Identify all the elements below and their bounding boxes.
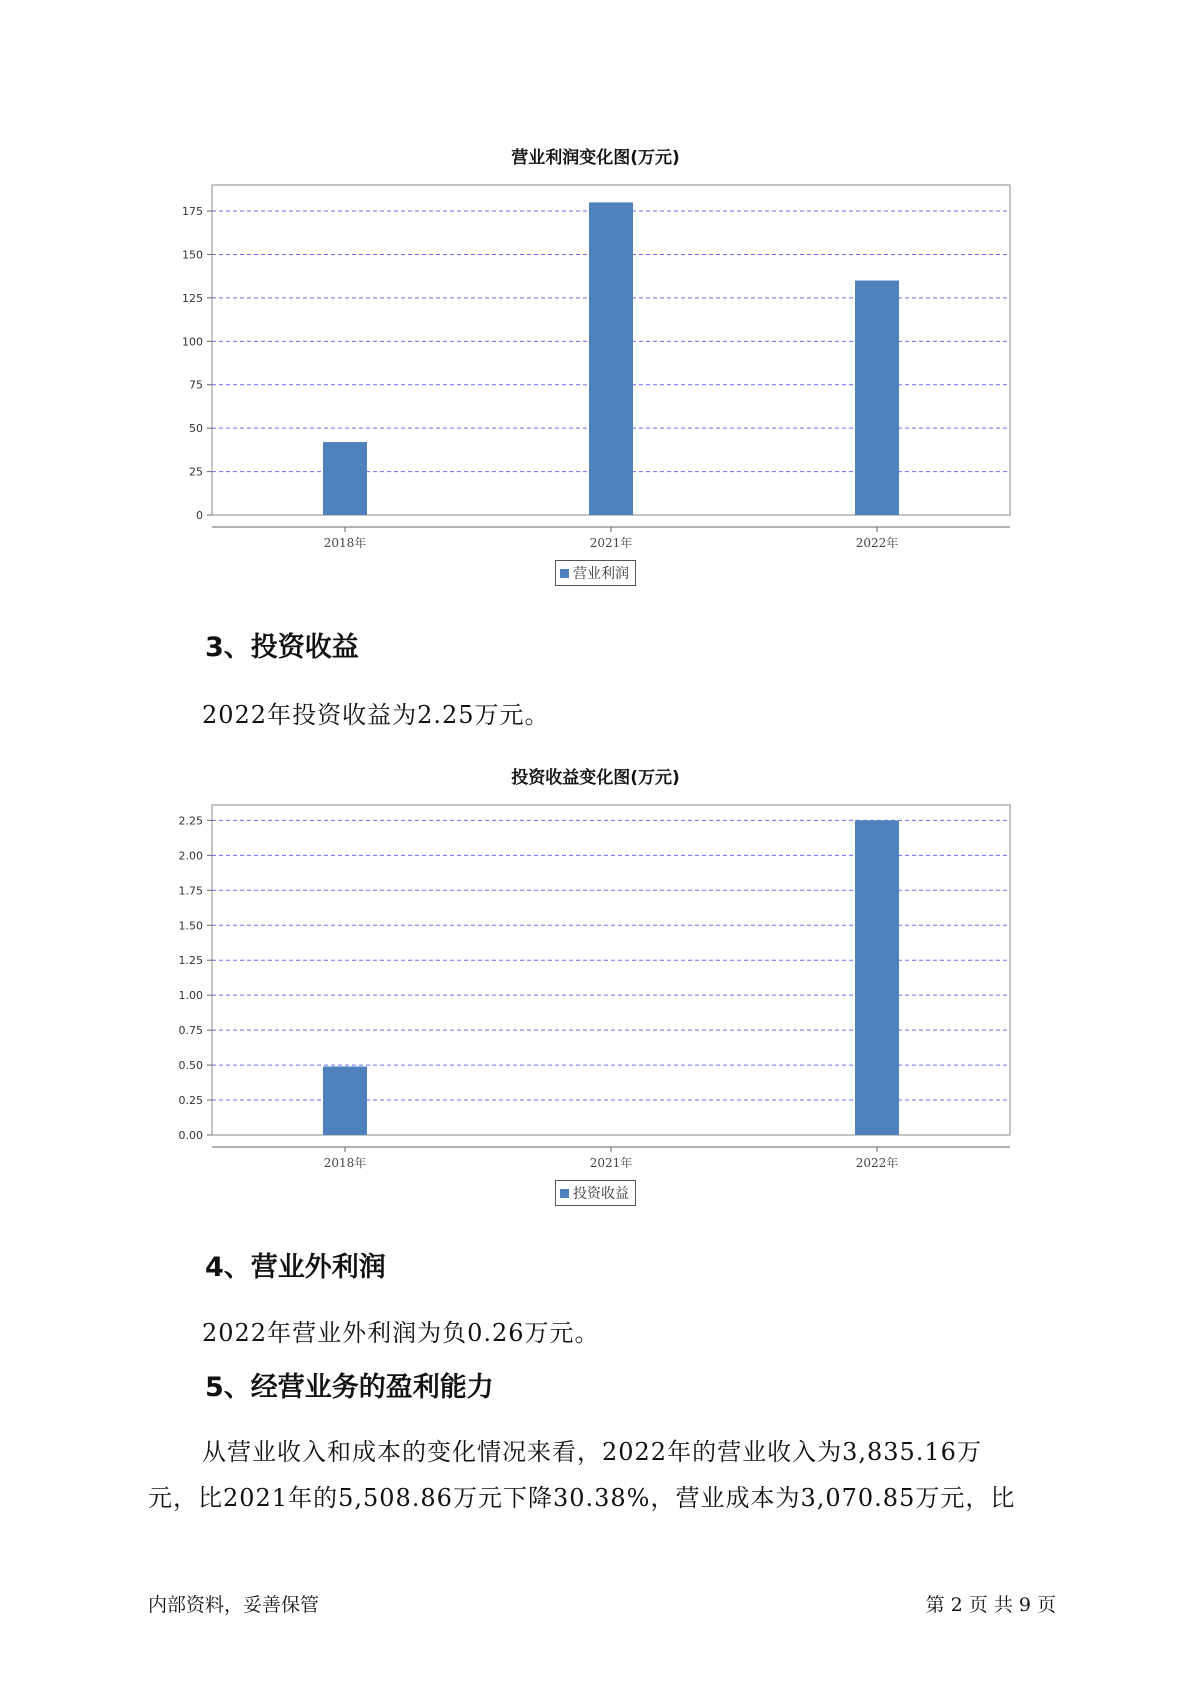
chart-operating-profit: [0, 165, 1191, 550]
x-tick-label: 2022年: [855, 1156, 899, 1170]
legend-label: 营业利润: [573, 566, 629, 582]
footer-page-number: 第 2 页 共 9 页: [925, 1594, 1056, 1616]
y-tick-label: 1.50: [178, 919, 203, 933]
legend-label: 投资收益: [573, 1186, 629, 1202]
y-tick-label: 2.00: [178, 849, 203, 863]
y-tick-label: 0.00: [178, 1129, 203, 1142]
y-tick-label: 1.00: [178, 989, 203, 1003]
y-tick-label: 75: [189, 378, 203, 392]
y-tick-label: 50: [189, 422, 203, 436]
bar: [589, 202, 633, 515]
y-tick-label: 0.25: [178, 1094, 203, 1108]
section-heading-nonoperating: 4、营业外利润: [205, 1252, 386, 1283]
y-tick-label: 125: [182, 291, 203, 305]
x-tick-label: 2018年: [323, 536, 367, 550]
bar: [323, 442, 367, 515]
legend-swatch: [560, 569, 569, 578]
section-heading-profitability: 5、经营业务的盈利能力: [205, 1372, 494, 1403]
y-tick-label: 175: [182, 205, 203, 219]
section-heading-investment: 3、投资收益: [205, 632, 359, 663]
bar: [855, 281, 899, 515]
bar: [323, 1066, 367, 1135]
x-tick-label: 2022年: [855, 536, 899, 550]
y-tick-label: 0.75: [178, 1024, 203, 1038]
profitability-line-2: 元，比2021年的5,508.86万元下降30.38%，营业成本为3,070.85万元，比: [148, 1484, 1016, 1512]
x-tick-label: 2021年: [589, 536, 633, 550]
x-tick-label: 2018年: [323, 1156, 367, 1170]
y-tick-label: 0: [196, 509, 203, 522]
nonoperating-text: 2022年营业外利润为负0.26万元。: [202, 1319, 600, 1347]
footer-confidential: 内部资料，妥善保管: [148, 1594, 320, 1616]
chart-investment-income: [0, 785, 1191, 1170]
bar: [855, 820, 899, 1135]
y-tick-label: 0.50: [178, 1059, 203, 1073]
chart-title-operating-profit: 营业利润变化图(万元): [511, 148, 680, 168]
y-tick-label: 100: [182, 335, 203, 349]
chart-title-investment-income: 投资收益变化图(万元): [511, 768, 680, 788]
y-tick-label: 25: [189, 465, 203, 479]
y-tick-label: 1.25: [178, 954, 203, 968]
legend-swatch: [560, 1189, 569, 1198]
y-tick-label: 2.25: [178, 814, 203, 828]
profitability-line-1: 从营业收入和成本的变化情况来看，2022年的营业收入为3,835.16万: [202, 1438, 982, 1466]
y-tick-label: 1.75: [178, 884, 203, 898]
investment-text: 2022年投资收益为2.25万元。: [202, 701, 550, 729]
y-tick-label: 150: [182, 248, 203, 262]
x-tick-label: 2021年: [589, 1156, 633, 1170]
legend-investment-income: [555, 1180, 636, 1206]
legend-operating-profit: [555, 560, 636, 586]
